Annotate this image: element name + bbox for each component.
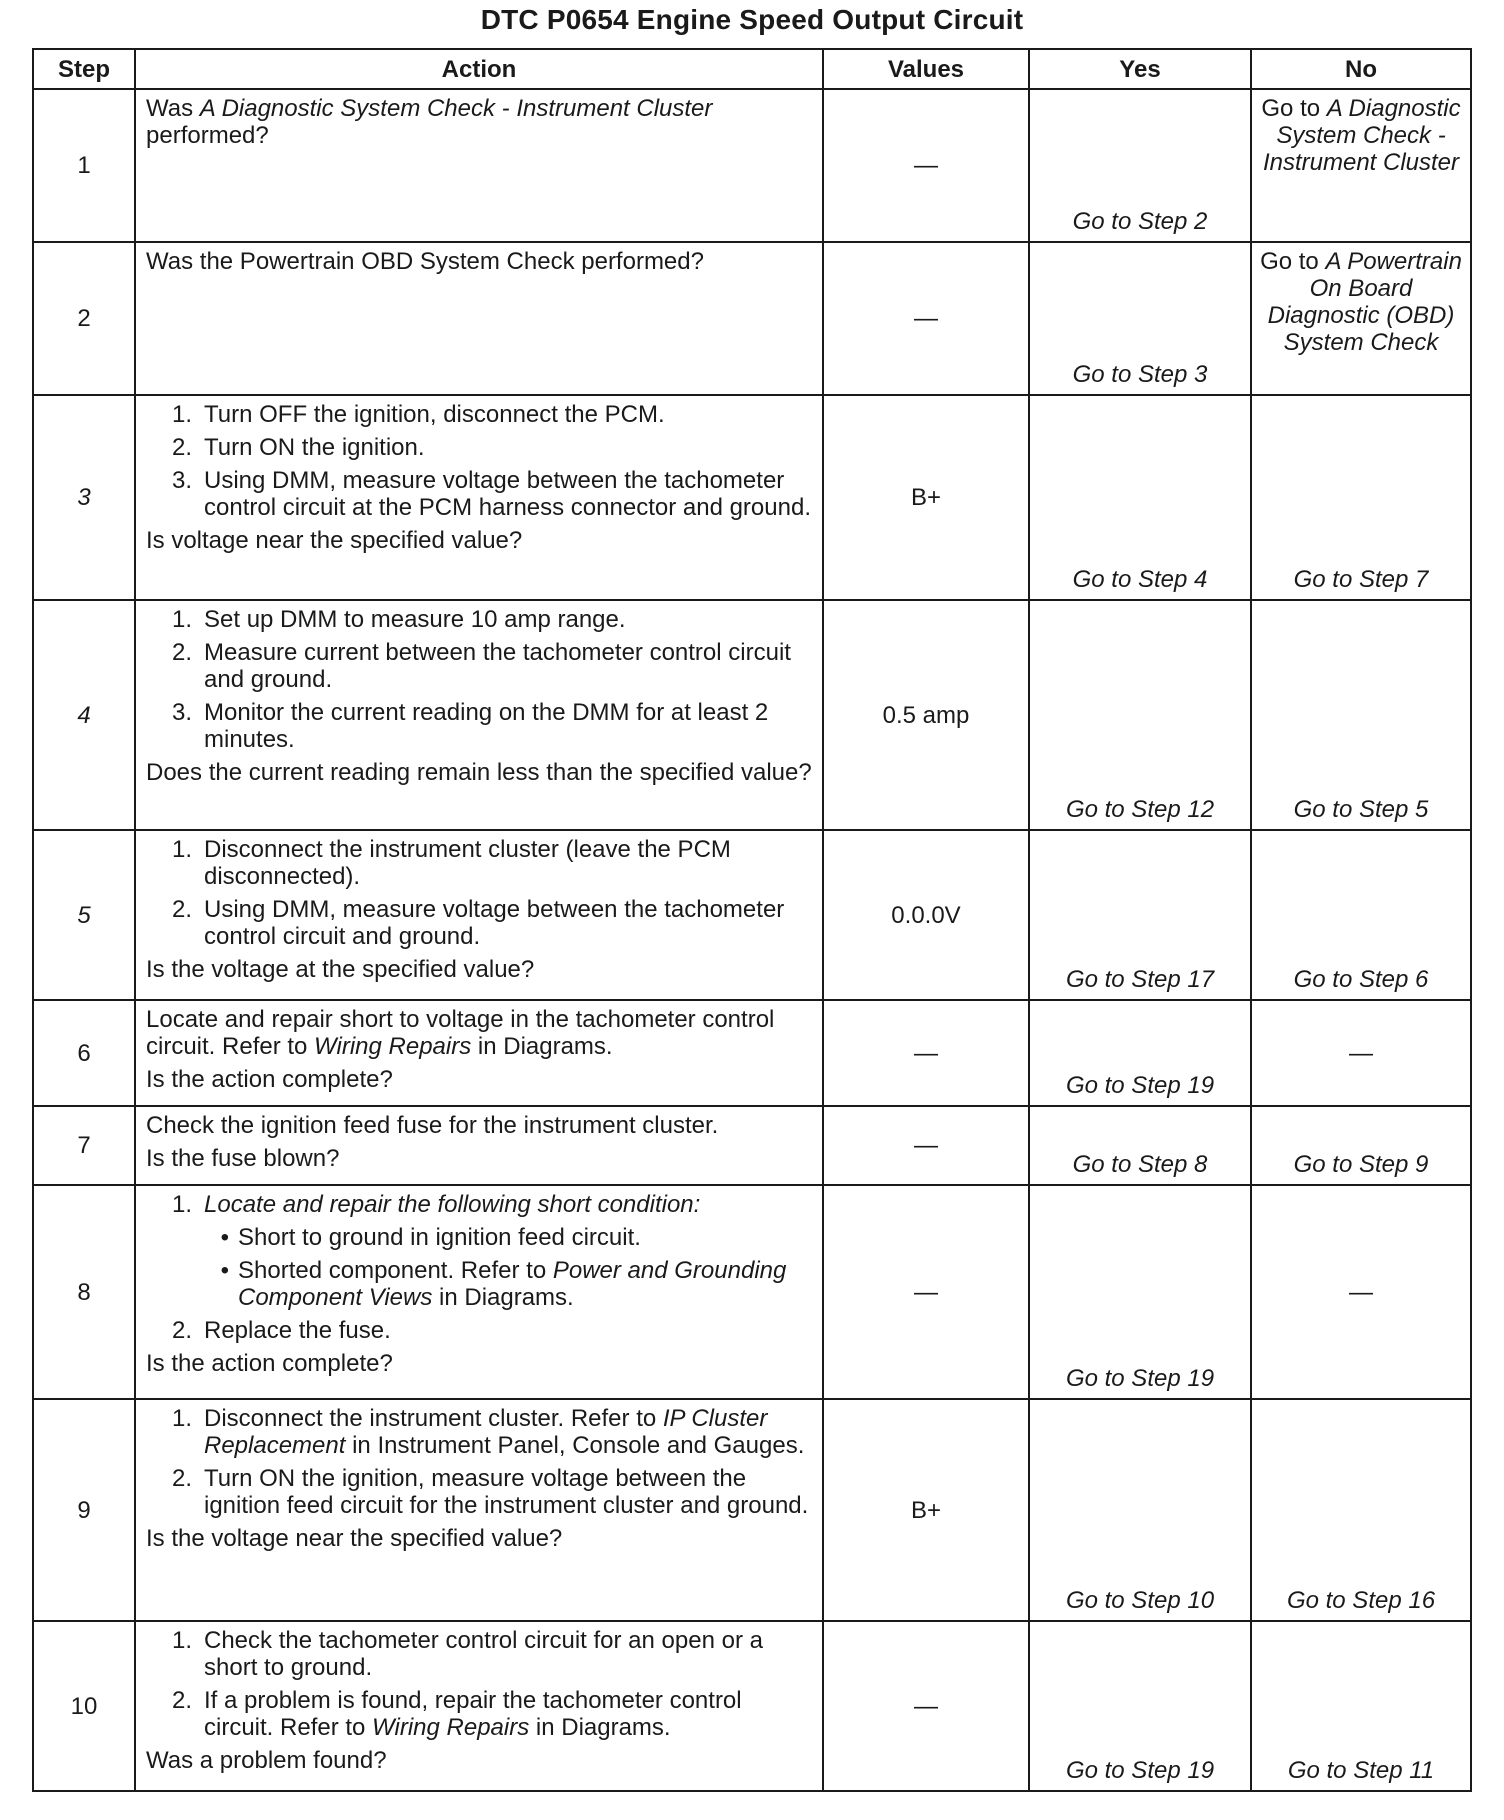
no-text: Go to — [1260, 248, 1326, 275]
subitem-text: Shorted component. Refer to — [238, 1257, 553, 1284]
step-number: 3 — [33, 395, 135, 600]
no-cell — [1251, 242, 1471, 395]
action-item — [146, 1191, 812, 1218]
no-cell: Go to Step 7 — [1251, 395, 1471, 600]
action-question: Is the fuse blown? — [146, 1145, 340, 1172]
action-question: Does the current reading remain less than the specified value? — [146, 759, 812, 786]
step-number: 2 — [33, 242, 135, 395]
step-number: 8 — [33, 1185, 135, 1399]
item-text: If a problem is found, repair the tachometer control circuit. Refer to — [204, 1687, 742, 1741]
yes-cell: Go to Step 2 — [1029, 89, 1251, 242]
no-reference: A Diagnostic System Check - Instrument Cluster — [1262, 95, 1461, 176]
item-number: 2. — [171, 1687, 192, 1714]
action-item — [146, 606, 812, 633]
item-text: Disconnect the instrument cluster. Refer to — [204, 1405, 663, 1432]
bullet: • — [220, 1257, 229, 1284]
table-row — [33, 1185, 1471, 1399]
action-item — [146, 1627, 812, 1681]
item-number: 2. — [171, 1317, 192, 1344]
diagnostic-table — [32, 48, 1472, 1792]
item-text: Using DMM, measure voltage between the tachometer control circuit at the PCM harness connector and ground. — [204, 467, 811, 521]
subitem-text: in Diagrams. — [432, 1284, 574, 1311]
no-cell: Go to Step 16 — [1251, 1399, 1471, 1621]
values-cell: 0.0.0V — [823, 830, 1029, 1000]
action-item — [146, 639, 812, 693]
item-number: 2. — [171, 896, 192, 923]
yes-cell: Go to Step 12 — [1029, 600, 1251, 830]
table-row — [33, 395, 1471, 600]
item-reference: Wiring Repairs — [372, 1714, 530, 1741]
item-text: Turn ON the ignition. — [204, 434, 425, 461]
action-text: in Diagrams. — [471, 1033, 613, 1060]
yes-cell: Go to Step 8 — [1029, 1106, 1251, 1185]
action-cell — [135, 1399, 823, 1621]
item-number: 1. — [171, 401, 192, 428]
values-cell: — — [823, 1185, 1029, 1399]
table-row — [33, 1621, 1471, 1791]
step-number: 10 — [33, 1621, 135, 1791]
values-cell: — — [823, 1106, 1029, 1185]
values-cell: — — [823, 89, 1029, 242]
action-question: Is the action complete? — [146, 1066, 393, 1093]
action-text: Was the Powertrain OBD System Check performed? — [146, 248, 704, 275]
step-number: 7 — [33, 1106, 135, 1185]
action-item — [146, 467, 812, 521]
table-row — [33, 1106, 1471, 1185]
action-cell — [135, 89, 823, 242]
yes-cell: Go to Step 17 — [1029, 830, 1251, 1000]
action-item — [146, 401, 812, 428]
table-row — [33, 830, 1471, 1000]
no-cell: Go to Step 6 — [1251, 830, 1471, 1000]
action-cell — [135, 830, 823, 1000]
action-cell — [135, 1000, 823, 1106]
step-number: 4 — [33, 600, 135, 830]
action-paragraph — [146, 1006, 812, 1060]
table-row — [33, 89, 1471, 242]
table-row — [33, 600, 1471, 830]
values-cell: B+ — [823, 395, 1029, 600]
no-cell: — — [1251, 1185, 1471, 1399]
step-number: 9 — [33, 1399, 135, 1621]
action-item — [146, 434, 812, 461]
action-subitem — [204, 1224, 812, 1251]
action-item — [146, 1317, 812, 1344]
action-cell — [135, 1106, 823, 1185]
yes-cell: Go to Step 19 — [1029, 1185, 1251, 1399]
step-number: 1 — [33, 89, 135, 242]
document-title: DTC P0654 Engine Speed Output Circuit — [480, 4, 1024, 35]
action-item — [146, 836, 812, 890]
item-text: Check the tachometer control circuit for an open or a short to ground. — [204, 1627, 763, 1681]
item-text: Monitor the current reading on the DMM for at least 2 minutes. — [204, 699, 769, 753]
item-reference: IP Cluster Replacement — [204, 1405, 768, 1459]
values-cell: — — [823, 242, 1029, 395]
action-question: Is the action complete? — [146, 1350, 393, 1377]
item-text: in Instrument Panel, Console and Gauges. — [345, 1432, 805, 1459]
action-cell — [135, 600, 823, 830]
item-text: Disconnect the instrument cluster (leave the PCM disconnected). — [204, 836, 731, 890]
item-text: Measure current between the tachometer control circuit and ground. — [204, 639, 791, 693]
action-reference: A Diagnostic System Check - Instrument Cluster — [199, 95, 713, 122]
no-cell — [1251, 89, 1471, 242]
yes-cell: Go to Step 3 — [1029, 242, 1251, 395]
item-number: 1. — [171, 1627, 192, 1654]
step-number: 6 — [33, 1000, 135, 1106]
action-text: performed? — [146, 122, 269, 149]
subitem-reference: Power and Grounding Component Views — [238, 1257, 787, 1311]
item-number: 2. — [171, 1465, 192, 1492]
yes-cell: Go to Step 19 — [1029, 1000, 1251, 1106]
item-number: 2. — [171, 434, 192, 461]
action-question: Is the voltage at the specified value? — [146, 956, 535, 983]
header-action: Action — [135, 49, 823, 89]
header-row — [33, 49, 1471, 89]
action-item — [146, 1687, 812, 1741]
item-number: 1. — [171, 1405, 192, 1432]
table-row — [33, 1399, 1471, 1621]
item-text: Locate and repair the following short condition: — [204, 1191, 701, 1218]
item-number: 3. — [171, 699, 192, 726]
subitem-text: Short to ground in ignition feed circuit. — [238, 1224, 641, 1251]
values-cell: 0.5 amp — [823, 600, 1029, 830]
action-item — [146, 1465, 812, 1519]
action-subitem — [204, 1257, 812, 1311]
item-text: Replace the fuse. — [204, 1317, 391, 1344]
action-item — [146, 896, 812, 950]
action-cell — [135, 1621, 823, 1791]
header-step: Step — [33, 49, 135, 89]
action-item — [146, 1405, 812, 1459]
table-row — [33, 242, 1471, 395]
action-question: Is the voltage near the specified value? — [146, 1525, 563, 1552]
item-number: 3. — [171, 467, 192, 494]
bullet: • — [220, 1224, 229, 1251]
action-reference: Wiring Repairs — [314, 1033, 472, 1060]
item-text: Set up DMM to measure 10 amp range. — [204, 606, 626, 633]
action-text: Was — [146, 95, 200, 122]
item-number: 1. — [171, 1191, 192, 1218]
no-cell: Go to Step 11 — [1251, 1621, 1471, 1791]
yes-cell: Go to Step 10 — [1029, 1399, 1251, 1621]
yes-cell: Go to Step 19 — [1029, 1621, 1251, 1791]
action-question: Was a problem found? — [146, 1747, 387, 1774]
action-cell — [135, 395, 823, 600]
table-row — [33, 1000, 1471, 1106]
item-text: in Diagrams. — [529, 1714, 671, 1741]
action-text: Check the ignition feed fuse for the instrument cluster. — [146, 1112, 719, 1139]
no-cell: Go to Step 5 — [1251, 600, 1471, 830]
header-no: No — [1251, 49, 1471, 89]
no-reference: A Powertrain On Board Diagnostic (OBD) System Check — [1267, 248, 1462, 356]
step-number: 5 — [33, 830, 135, 1000]
action-text: Locate and repair short to voltage in the tachometer control circuit. Refer to — [146, 1006, 775, 1060]
yes-cell: Go to Step 4 — [1029, 395, 1251, 600]
item-text: Using DMM, measure voltage between the tachometer control circuit and ground. — [204, 896, 785, 950]
item-number: 2. — [171, 639, 192, 666]
action-cell — [135, 1185, 823, 1399]
item-text: Turn ON the ignition, measure voltage between the ignition feed circuit for the instrument cluster and ground. — [204, 1465, 809, 1519]
action-item — [146, 699, 812, 753]
no-text: Go to — [1261, 95, 1327, 122]
action-cell — [135, 242, 823, 395]
values-cell: B+ — [823, 1399, 1029, 1621]
action-question: Is voltage near the specified value? — [146, 527, 523, 554]
item-text: Turn OFF the ignition, disconnect the PCM. — [204, 401, 665, 428]
item-number: 1. — [171, 606, 192, 633]
values-cell: — — [823, 1000, 1029, 1106]
no-cell: Go to Step 9 — [1251, 1106, 1471, 1185]
values-cell: — — [823, 1621, 1029, 1791]
header-yes: Yes — [1029, 49, 1251, 89]
header-values: Values — [823, 49, 1029, 89]
no-cell: — — [1251, 1000, 1471, 1106]
item-number: 1. — [171, 836, 192, 863]
